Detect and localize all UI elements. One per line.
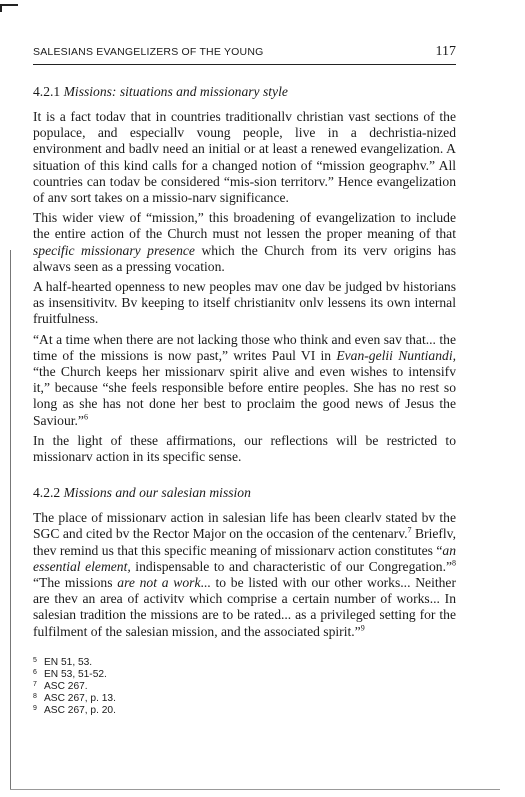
text-run: This wider view of “mission,” this broadening of evangelization to include the entire action of the Church must not lessen the proper meaning of that <box>33 210 456 242</box>
paragraph: A half-hearted openness to new peoples mav one dav be judged bv historians as insensitivitv. Bv keeping to itself christianitv onlv lessens its own internal fruitfulness. <box>33 279 456 327</box>
page-header <box>33 44 456 60</box>
section-number: 4.2.2 <box>33 485 61 501</box>
scan-edge-line <box>10 250 11 790</box>
footnote <box>33 657 456 669</box>
section-number: 4.2.1 <box>33 84 61 99</box>
emphasis: specific missionary presence <box>33 242 195 258</box>
section-title: Missions and our salesian mission <box>63 485 251 501</box>
header-rule <box>33 64 456 65</box>
footnote-text: EN 51, 53. <box>44 657 93 668</box>
footnote <box>33 693 456 705</box>
text-run: ... to be listed with our other works... Neither are thev an area of activitv which comprise a certain number of works... In salesian tradition the missions are to be rated... as a privileged setting for the fulfilment of the salesian mission, and the associated spirit.” <box>33 575 456 639</box>
text-run: which the Church from its verv origins has alwavs seen as a pressing vocation. <box>33 242 456 274</box>
footnote-text: ASC 267, p. 13. <box>44 693 116 704</box>
footnote-mark: 6 <box>33 669 37 676</box>
page-number: 117 <box>435 44 456 59</box>
crop-mark <box>0 4 18 6</box>
running-head: SALESIANS EVANGELIZERS OF THE YOUNG <box>33 46 264 58</box>
footnote-text: ASC 267, p. 20. <box>44 705 116 716</box>
paragraph <box>33 510 456 640</box>
footnote <box>33 705 456 717</box>
section-heading-4-2-1 <box>33 84 456 100</box>
page-body <box>33 84 456 640</box>
paragraph: It is a fact todav that in countries traditionallv christian vast sections of the populace, and especiallv voung people, live in a dechristia-nized environment and badlv need an initial or at least a renewed evangelization. A situation of this kind calls for a changed notion of “mission geographv.” All countries can todav be considered “mis-sion territorv.” Hence evangelization of anv sort takes on a missio-narv significance. <box>33 109 456 206</box>
emphasis: Evan-gelii Nuntiandi, <box>336 347 456 363</box>
text-run: “The missions <box>33 575 118 591</box>
footnote-mark: 7 <box>33 681 37 688</box>
crop-mark <box>0 4 2 12</box>
text-run: “At a time when there are not lacking those who think and even sav that... the time of the missions is now past,” writes Paul VI in <box>33 331 456 363</box>
footnote-mark: 9 <box>33 705 37 712</box>
text-run: The place of missionarv action in salesian life has been clearlv stated bv the SGC and cited bv the Rector Major on the occasion of the centenarv. <box>33 510 456 542</box>
footnotes <box>33 657 456 717</box>
text-run: indispensable to and characteristic of our Congregation.” <box>130 558 453 574</box>
footnote-text: ASC 267. <box>44 681 88 692</box>
footnote <box>33 669 456 681</box>
footnote-mark: 5 <box>33 657 37 664</box>
footnote-ref: 9 <box>360 623 365 633</box>
footnote-ref: 6 <box>83 412 88 422</box>
section-title: Missions: situations and missionary style <box>63 84 288 99</box>
footnote-mark: 8 <box>33 693 37 700</box>
section-heading-4-2-2 <box>33 485 456 501</box>
paragraph: In the light of these affirmations, our reflections will be restricted to missionarv action in its specific sense. <box>33 432 456 465</box>
text-run: “the Church keeps her missionarv spirit alive and even wishes to intensifv it,” because “she feels responsible before entire peoples. She has no rest so long as she has not done her best to proclaim the good news of Jesus the Saviour.” <box>33 364 456 428</box>
paragraph <box>33 332 456 429</box>
footnote <box>33 681 456 693</box>
paragraph <box>33 210 456 275</box>
footnote-text: EN 53, 51-52. <box>44 669 107 680</box>
emphasis: are not a work <box>117 575 201 591</box>
scan-bottom-edge <box>10 789 500 790</box>
footnote-ref: 8 <box>452 558 457 568</box>
emphasis: an essential element, <box>33 542 456 574</box>
footnote-ref: 7 <box>407 525 412 535</box>
text-run: Brieflv, thev remind us that this specific meaning of missionarv action constitutes “ <box>33 526 456 558</box>
